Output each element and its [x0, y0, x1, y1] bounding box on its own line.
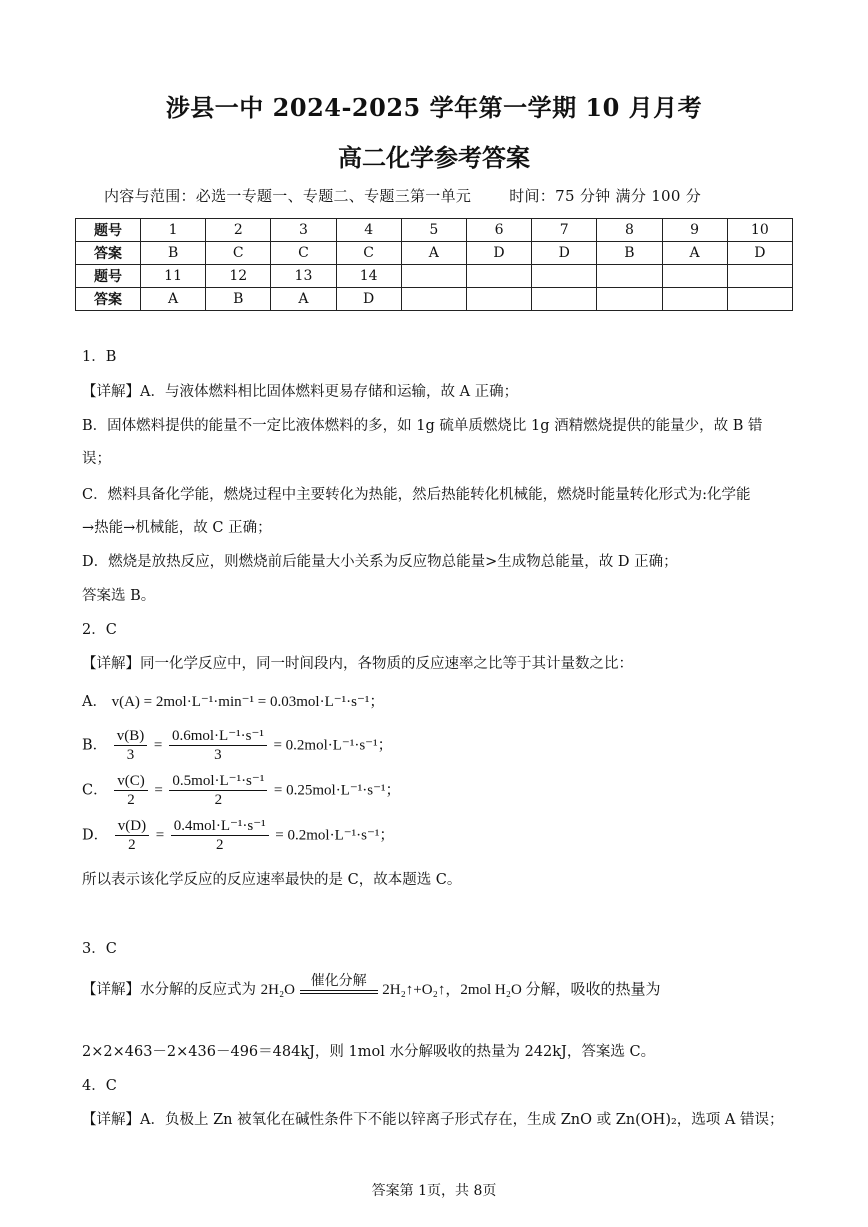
- table-cell: 13: [271, 265, 336, 288]
- table-cell: 4: [336, 219, 401, 242]
- scope-text: 内容与范围：必选一专题一、专题二、专题三第一单元: [104, 187, 472, 205]
- table-row: [76, 242, 793, 265]
- option-label: A．: [82, 694, 107, 710]
- table-cell: B: [206, 288, 271, 311]
- table-cell: [466, 265, 531, 288]
- table-cell: 8: [597, 219, 662, 242]
- table-cell: [532, 288, 597, 311]
- time-text: 时间：75 分钟 满分 100 分: [509, 187, 702, 205]
- q2-option-c: [82, 772, 401, 809]
- q3-reaction-line: [82, 972, 661, 999]
- table-cell: A: [141, 288, 206, 311]
- denominator: 3: [126, 747, 135, 763]
- table-cell: [662, 288, 727, 311]
- table-cell: 5: [401, 219, 466, 242]
- q2-conclusion: 所以表示该化学反应的反应速率最快的是 C，故本题选 C。: [82, 872, 462, 888]
- table-cell: 1: [141, 219, 206, 242]
- exam-subtitle: 高二化学参考答案: [338, 143, 530, 172]
- fraction: [169, 772, 267, 809]
- table-cell: [401, 265, 466, 288]
- table-cell: D: [532, 242, 597, 265]
- q1-explain-c-line2: →热能→机械能，故 C 正确；: [82, 520, 272, 536]
- q2-heading: 2．C: [82, 622, 117, 638]
- table-cell: C: [271, 242, 336, 265]
- answer-table: [75, 218, 793, 311]
- table-cell: [662, 265, 727, 288]
- fraction: [114, 727, 148, 764]
- table-cell: A: [662, 242, 727, 265]
- rate-result: = 0.2mol·L⁻¹·s⁻¹；: [275, 827, 395, 844]
- row-label-question: 题号: [76, 265, 141, 288]
- product-text: 2H₂↑+O₂↑，2mol H₂O 分解，吸收的热量为: [382, 982, 661, 998]
- table-cell: 11: [141, 265, 206, 288]
- q3-calculation: 2×2×463－2×436－496＝484kJ，则 1mol 水分解吸收的热量为 242kJ，答案选 C。: [82, 1044, 656, 1060]
- reaction-condition: 催化分解: [310, 973, 367, 989]
- table-row: [76, 265, 793, 288]
- reaction-arrow: [300, 972, 378, 999]
- denominator: 2: [127, 792, 135, 808]
- exam-title: 涉县一中 2024-2025 学年第一学期 10 月月考: [165, 93, 703, 122]
- table-cell: [466, 288, 531, 311]
- q2-option-b: [82, 727, 393, 764]
- q2-option-d: [82, 817, 394, 854]
- row-label-question: 题号: [76, 219, 141, 242]
- table-cell: 14: [336, 265, 401, 288]
- option-label: C．: [82, 782, 108, 799]
- table-cell: D: [727, 242, 792, 265]
- page-footer: 答案第 1页，共 8页: [371, 1183, 497, 1199]
- fraction: [169, 727, 267, 764]
- table-cell: 6: [466, 219, 531, 242]
- rate-result: = 0.2mol·L⁻¹·s⁻¹；: [273, 737, 393, 754]
- table-cell: D: [466, 242, 531, 265]
- row-label-answer: 答案: [76, 242, 141, 265]
- fraction: [171, 817, 269, 854]
- reactant: 2H₂O: [260, 982, 296, 998]
- table-row: [76, 219, 793, 242]
- numerator: 0.6mol·L⁻¹·s⁻¹: [169, 727, 267, 746]
- table-cell: B: [141, 242, 206, 265]
- q1-explain-d: D．燃烧是放热反应，则燃烧前后能量大小关系为反应物总能量>生成物总能量，故 D 正确；: [82, 554, 678, 570]
- table-cell: A: [271, 288, 336, 311]
- table-cell: 10: [727, 219, 792, 242]
- q1-explain-c-line1: C．燃料具备化学能，燃烧过程中主要转化为热能，然后热能转化机械能，燃烧时能量转化形式为:化学能: [82, 487, 751, 503]
- denominator: 2: [214, 792, 223, 808]
- table-cell: 7: [532, 219, 597, 242]
- q2-option-a: [82, 690, 384, 711]
- rate-result: = 0.25mol·L⁻¹·s⁻¹；: [273, 782, 401, 799]
- equals-arrow: [300, 990, 378, 994]
- table-cell: [597, 288, 662, 311]
- denominator: 2: [128, 837, 136, 853]
- numerator: v(B): [114, 727, 148, 746]
- table-cell: [727, 288, 792, 311]
- q2-intro: 【详解】同一化学反应中，同一时间段内，各物质的反应速率之比等于其计量数之比：: [82, 656, 633, 672]
- denominator: 3: [214, 747, 222, 763]
- q3-heading: 3．C: [82, 941, 117, 957]
- q3-intro: 【详解】水分解的反应式为: [82, 982, 256, 998]
- fraction: [115, 817, 149, 854]
- row-label-answer: 答案: [76, 288, 141, 311]
- table-cell: C: [206, 242, 271, 265]
- q4-explain-a: 【详解】A．负极上 Zn 被氧化在碱性条件下不能以锌离子形式存在，生成 ZnO 或 Zn(OH)₂，选项 A 错误；: [82, 1112, 784, 1128]
- rate-expression: v(A) = 2mol·L⁻¹·min⁻¹ = 0.03mol·L⁻¹·s⁻¹；: [111, 694, 385, 710]
- equals-sign: =: [154, 782, 163, 799]
- numerator: v(C): [114, 772, 148, 791]
- table-cell: 12: [206, 265, 271, 288]
- table-cell: [532, 265, 597, 288]
- equals-sign: =: [153, 737, 163, 754]
- numerator: 0.5mol·L⁻¹·s⁻¹: [169, 772, 267, 791]
- q1-conclusion: 答案选 B。: [82, 588, 156, 604]
- table-row: [76, 288, 793, 311]
- q4-heading: 4．C: [82, 1078, 117, 1094]
- table-cell: 9: [662, 219, 727, 242]
- table-cell: 2: [206, 219, 271, 242]
- equals-sign: =: [155, 827, 165, 844]
- table-cell: B: [597, 242, 662, 265]
- option-label: D．: [82, 827, 109, 844]
- scope-line: [104, 185, 701, 206]
- denominator: 2: [215, 837, 224, 853]
- table-cell: D: [336, 288, 401, 311]
- table-cell: A: [401, 242, 466, 265]
- numerator: v(D): [115, 817, 149, 836]
- table-cell: [597, 265, 662, 288]
- table-cell: [401, 288, 466, 311]
- table-cell: 3: [271, 219, 336, 242]
- q1-heading: 1．B: [82, 349, 117, 365]
- q1-explain-b-line1: B．固体燃料提供的能量不一定比液体燃料的多，如 1g 硫单质燃烧比 1g 酒精燃烧提供的能量少，故 B 错: [82, 418, 763, 434]
- option-label: B．: [82, 737, 108, 754]
- table-cell: [727, 265, 792, 288]
- q1-explain-b-line2: 误；: [82, 451, 111, 467]
- fraction: [114, 772, 148, 809]
- q1-explain-a: 【详解】A．与液体燃料相比固体燃料更易存储和运输，故 A 正确；: [82, 384, 519, 400]
- numerator: 0.4mol·L⁻¹·s⁻¹: [171, 817, 269, 836]
- table-cell: C: [336, 242, 401, 265]
